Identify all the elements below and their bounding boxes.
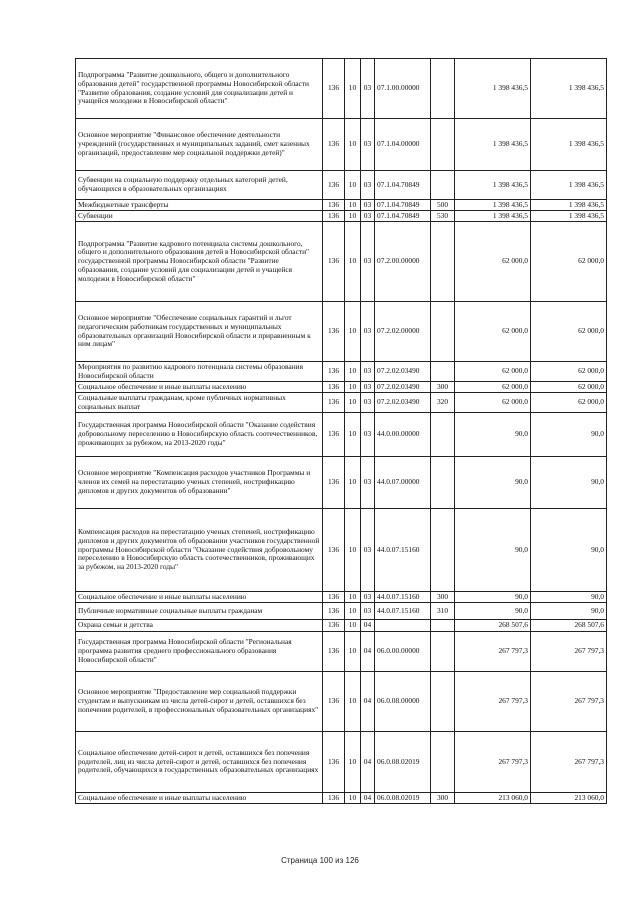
row-section-cell: 10 [345,393,361,413]
table-row [76,603,607,620]
row-target-article-cell: 07.1.04.70849 [375,211,431,222]
row-expense-type-cell [431,59,455,119]
row-ved-cell: 136 [323,302,345,362]
page-footer: Страница 100 из 126 [281,856,359,865]
row-expense-type-cell: 320 [431,393,455,413]
row-target-article-cell: 06.0.08.02019 [375,732,431,793]
row-target-article-cell: 06.0.08.00000 [375,672,431,732]
table-row [76,171,607,200]
row-target-article-cell: 07.2.02.03490 [375,382,431,393]
table-row [76,509,607,592]
row-amount-2-cell: 90,0 [531,509,607,592]
row-ved-cell: 136 [323,793,345,804]
row-section-cell: 10 [345,222,361,302]
row-ved-cell: 136 [323,200,345,211]
row-ved-cell: 136 [323,509,345,592]
row-expense-type-cell [431,222,455,302]
row-section-cell: 10 [345,457,361,509]
row-amount-2-cell: 267 797,3 [531,732,607,793]
row-amount-2-cell: 62 000,0 [531,362,607,382]
row-target-article-cell: 44.0.07.15160 [375,592,431,603]
row-target-article-cell: 07.2.02.03490 [375,393,431,413]
table-row [76,457,607,509]
row-subsection-cell: 04 [361,620,375,632]
row-section-cell: 10 [345,119,361,171]
row-subsection-cell: 03 [361,362,375,382]
row-target-article-cell: 07.1.04.00000 [375,119,431,171]
row-name-cell: Социальное обеспечение и иные выплаты населению [76,793,323,804]
row-amount-1-cell: 62 000,0 [455,222,531,302]
row-amount-2-cell: 90,0 [531,603,607,620]
row-ved-cell: 136 [323,382,345,393]
row-ved-cell: 136 [323,393,345,413]
row-amount-2-cell: 90,0 [531,413,607,457]
row-expense-type-cell [431,632,455,672]
row-amount-1-cell: 268 507,6 [455,620,531,632]
row-target-article-cell: 44.0.07.15160 [375,603,431,620]
row-subsection-cell: 03 [361,603,375,620]
row-name-cell: Социальное обеспечение детей-сирот и детей, оставшихся без попечения родителей, лиц из числа детей-сирот и детей, оставшихся без попечения родителей, обучающихся в государственных образовательных организациях [76,732,323,793]
row-expense-type-cell [431,362,455,382]
table-row [76,222,607,302]
row-subsection-cell: 04 [361,793,375,804]
table-row [76,732,607,793]
row-expense-type-cell [431,509,455,592]
table-row [76,413,607,457]
row-ved-cell: 136 [323,672,345,732]
table-row [76,119,607,171]
row-amount-1-cell: 213 060,0 [455,793,531,804]
row-target-article-cell: 44.0.07.00000 [375,457,431,509]
row-expense-type-cell [431,302,455,362]
table-row [76,362,607,382]
row-ved-cell: 136 [323,119,345,171]
row-expense-type-cell [431,732,455,793]
table-row [76,793,607,804]
row-target-article-cell [375,620,431,632]
row-subsection-cell: 03 [361,393,375,413]
row-amount-2-cell: 62 000,0 [531,302,607,362]
row-subsection-cell: 04 [361,672,375,732]
row-section-cell: 10 [345,362,361,382]
row-subsection-cell: 03 [361,509,375,592]
row-amount-1-cell: 267 797,3 [455,672,531,732]
table-body [76,59,607,804]
row-expense-type-cell: 310 [431,603,455,620]
row-subsection-cell: 04 [361,732,375,793]
row-amount-2-cell: 267 797,3 [531,632,607,672]
row-ved-cell: 136 [323,413,345,457]
row-name-cell: Основное мероприятие "Обеспечение социальных гарантий и льгот педагогическим работникам государственных и муниципальных образовательных организаций Новосибирской области и приравненным к ним лицам" [76,302,323,362]
table-row [76,632,607,672]
row-expense-type-cell [431,413,455,457]
row-ved-cell: 136 [323,222,345,302]
row-section-cell: 10 [345,732,361,793]
row-ved-cell: 136 [323,603,345,620]
row-subsection-cell: 04 [361,632,375,672]
row-subsection-cell: 03 [361,171,375,200]
row-section-cell: 10 [345,171,361,200]
row-subsection-cell: 03 [361,413,375,457]
row-amount-1-cell: 1 398 436,5 [455,200,531,211]
row-amount-1-cell: 90,0 [455,509,531,592]
table-row [76,211,607,222]
row-ved-cell: 136 [323,592,345,603]
row-amount-1-cell: 90,0 [455,592,531,603]
row-name-cell: Социальное обеспечение и иные выплаты населению [76,592,323,603]
row-expense-type-cell: 530 [431,211,455,222]
row-section-cell: 10 [345,632,361,672]
row-target-article-cell: 07.2.02.00000 [375,302,431,362]
row-target-article-cell: 06.0.08.02019 [375,793,431,804]
row-subsection-cell: 03 [361,59,375,119]
row-name-cell: Компенсация расходов на перестатацию ученых степеней, нострификацию дипломов и других документов об образовании участников государственной программы Новосибирской области "Оказание содействия добровольному переселению в Новосибирскую область соотечественников, проживающих за рубежом, на 2013-2020 годы" [76,509,323,592]
row-target-article-cell: 07.2.00.00000 [375,222,431,302]
row-section-cell: 10 [345,509,361,592]
row-amount-2-cell: 267 797,3 [531,672,607,732]
table-row [76,592,607,603]
row-section-cell: 10 [345,603,361,620]
row-subsection-cell: 03 [361,211,375,222]
row-amount-2-cell: 62 000,0 [531,393,607,413]
row-expense-type-cell: 300 [431,793,455,804]
row-name-cell: Основное мероприятие "Финансовое обеспечение деятельности учреждений (государственных и муниципальных заданий, смет казенных организаций, предоставление мер социальной поддержки детей)" [76,119,323,171]
row-subsection-cell: 03 [361,592,375,603]
row-amount-1-cell: 267 797,3 [455,732,531,793]
row-amount-1-cell: 62 000,0 [455,382,531,393]
row-expense-type-cell [431,119,455,171]
row-name-cell: Основное мероприятие "Предоставление мер социальной поддержки студентам и выпускникам из числа детей-сирот и детей, оставшихся без попечения родителей, в профессиональных образовательных организациях" [76,672,323,732]
row-expense-type-cell [431,672,455,732]
row-amount-1-cell: 1 398 436,5 [455,171,531,200]
row-ved-cell: 136 [323,59,345,119]
table-row [76,672,607,732]
row-section-cell: 10 [345,592,361,603]
row-name-cell: Подпрограмма "Развитие дошкольного, общего и дополнительного образования детей" государственной программы Новосибирской области "Развитие образования, создание условий для социализации детей и учащейся молодежи в Новосибирской области" [76,59,323,119]
row-section-cell: 10 [345,793,361,804]
row-name-cell: Социальные выплаты гражданам, кроме публичных нормативных социальных выплат [76,393,323,413]
row-expense-type-cell [431,620,455,632]
row-ved-cell: 136 [323,632,345,672]
row-amount-1-cell: 62 000,0 [455,393,531,413]
table-row [76,620,607,632]
row-expense-type-cell: 300 [431,592,455,603]
table-row [76,200,607,211]
row-subsection-cell: 03 [361,200,375,211]
row-name-cell: Публичные нормативные социальные выплаты гражданам [76,603,323,620]
row-amount-2-cell: 1 398 436,5 [531,119,607,171]
row-amount-1-cell: 90,0 [455,413,531,457]
row-amount-1-cell: 90,0 [455,457,531,509]
row-target-article-cell: 06.0.00.00000 [375,632,431,672]
row-amount-1-cell: 62 000,0 [455,302,531,362]
row-name-cell: Подпрограмма "Развитие кадрового потенциала системы дошкольного, общего и дополнительного образования детей в Новосибирской области" государственной программы Новосибирской области "Развитие образования, создание условий для социализации детей и учащейся молодежи в Новосибирской области" [76,222,323,302]
row-target-article-cell: 07.2.02.03490 [375,362,431,382]
row-amount-2-cell: 62 000,0 [531,382,607,393]
row-name-cell: Субвенции на социальную поддержку отдельных категорий детей, обучающихся в образовательных организациях [76,171,323,200]
row-amount-2-cell: 90,0 [531,457,607,509]
row-target-article-cell: 07.1.00.00000 [375,59,431,119]
row-amount-2-cell: 268 507,6 [531,620,607,632]
row-ved-cell: 136 [323,457,345,509]
row-section-cell: 10 [345,211,361,222]
row-amount-1-cell: 90,0 [455,603,531,620]
row-name-cell: Государственная программа Новосибирской области "Региональная программа развития среднего профессионального образования Новосибирской области" [76,632,323,672]
row-amount-1-cell: 1 398 436,5 [455,59,531,119]
row-name-cell: Мероприятия по развитию кадрового потенциала системы образования Новосибирской области [76,362,323,382]
row-amount-2-cell: 213 060,0 [531,793,607,804]
row-section-cell: 10 [345,382,361,393]
row-amount-2-cell: 62 000,0 [531,222,607,302]
row-amount-1-cell: 62 000,0 [455,362,531,382]
row-section-cell: 10 [345,620,361,632]
row-amount-1-cell: 1 398 436,5 [455,211,531,222]
row-section-cell: 10 [345,672,361,732]
row-name-cell: Межбюджетные трансферты [76,200,323,211]
row-expense-type-cell [431,457,455,509]
budget-table [75,58,607,804]
table-row [76,302,607,362]
row-subsection-cell: 03 [361,457,375,509]
row-section-cell: 10 [345,59,361,119]
row-ved-cell: 136 [323,171,345,200]
row-name-cell: Государственная программа Новосибирской области "Оказание содействия добровольному переселению в Новосибирскую область соотечественников, проживающих за рубежом, на 2013-2020 годы" [76,413,323,457]
row-amount-1-cell: 1 398 436,5 [455,119,531,171]
row-name-cell: Социальное обеспечение и иные выплаты населению [76,382,323,393]
row-amount-2-cell: 1 398 436,5 [531,59,607,119]
row-section-cell: 10 [345,200,361,211]
row-ved-cell: 136 [323,211,345,222]
row-name-cell: Охрана семьи и детства [76,620,323,632]
row-subsection-cell: 03 [361,382,375,393]
row-amount-2-cell: 1 398 436,5 [531,171,607,200]
row-section-cell: 10 [345,413,361,457]
table-row [76,393,607,413]
row-target-article-cell: 07.1.04.70849 [375,200,431,211]
row-name-cell: Основное мероприятие "Компенсация расходов участников Программы и членов их семей на перестатацию ученых степеней, нострификацию дипломов и других документов об образовании" [76,457,323,509]
row-ved-cell: 136 [323,620,345,632]
row-expense-type-cell [431,171,455,200]
row-subsection-cell: 03 [361,222,375,302]
row-expense-type-cell: 300 [431,382,455,393]
row-amount-2-cell: 90,0 [531,592,607,603]
table-row [76,382,607,393]
row-subsection-cell: 03 [361,302,375,362]
row-amount-2-cell: 1 398 436,5 [531,200,607,211]
row-name-cell: Субвенции [76,211,323,222]
row-target-article-cell: 07.1.04.70849 [375,171,431,200]
row-amount-2-cell: 1 398 436,5 [531,211,607,222]
row-amount-1-cell: 267 797,3 [455,632,531,672]
row-ved-cell: 136 [323,362,345,382]
table-row [76,59,607,119]
row-target-article-cell: 44.0.07.15160 [375,509,431,592]
row-subsection-cell: 03 [361,119,375,171]
row-section-cell: 10 [345,302,361,362]
row-target-article-cell: 44.0.00.00000 [375,413,431,457]
row-expense-type-cell: 500 [431,200,455,211]
row-ved-cell: 136 [323,732,345,793]
